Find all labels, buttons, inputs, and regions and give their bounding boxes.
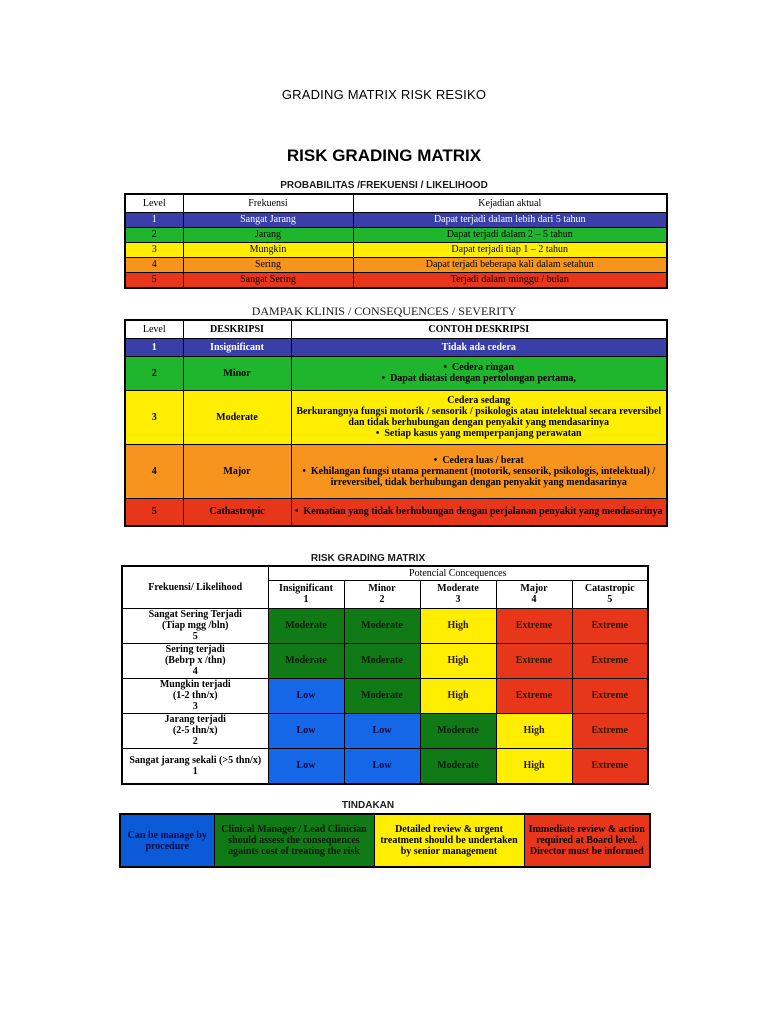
likelihood-actual: Dapat terjadi dalam lebih dari 5 tahun (353, 213, 667, 228)
likelihood-level: 5 (125, 273, 183, 289)
severity-examples (291, 444, 667, 498)
likelihood-actual: Dapat terjadi tiap 1 – 2 tahun (353, 243, 667, 258)
likelihood-frekuensi: Sangat Sering (183, 273, 353, 289)
severity-header-row (125, 320, 667, 338)
matrix-cell-high: High (420, 608, 496, 643)
actions-row (120, 814, 650, 867)
matrix-col-header: Minor 2 (344, 580, 420, 608)
matrix-body (122, 608, 648, 784)
likelihood-actual: Dapat terjadi dalam 2 – 5 tahun (353, 228, 667, 243)
likelihood-header-row (125, 194, 667, 213)
matrix-row (122, 678, 648, 713)
matrix-row-label: Sangat Sering Terjadi (Tiap mgg /bln) 5 (122, 608, 268, 643)
likelihood-row (125, 273, 667, 289)
severity-example: • Kematian yang tidak berhubungan dengan perjalanan penyakit yang mendasarinya (294, 506, 665, 517)
action-high: Detailed review & urgent treatment should be undertaken by senior management (374, 814, 524, 867)
severity-row (125, 338, 667, 356)
matrix-cell-moderate: Moderate (420, 748, 496, 784)
severity-level: 5 (125, 498, 183, 526)
matrix-cell-extreme: Extreme (572, 748, 648, 784)
header-frekuensi: Frekuensi (183, 194, 353, 213)
severity-desc: Cathastropic (183, 498, 291, 526)
risk-matrix-table (121, 565, 649, 785)
matrix-col-header: Moderate 3 (420, 580, 496, 608)
matrix-row (122, 608, 648, 643)
severity-level: 2 (125, 356, 183, 390)
matrix-cell-extreme: Extreme (572, 608, 648, 643)
matrix-row-label: Sangat jarang sekali (>5 thn/x) 1 (122, 748, 268, 784)
severity-level: 1 (125, 338, 183, 356)
header-contoh: CONTOH DESKRIPSI (291, 320, 667, 338)
matrix-cell-moderate: Moderate (344, 643, 420, 678)
matrix-cell-low: Low (268, 748, 344, 784)
severity-example: • Dapat diatasi dengan pertolongan pertama, (294, 373, 665, 384)
likelihood-frekuensi: Sering (183, 258, 353, 273)
severity-row (125, 356, 667, 390)
severity-desc: Insignificant (183, 338, 291, 356)
likelihood-row (125, 228, 667, 243)
likelihood-level: 3 (125, 243, 183, 258)
severity-row (125, 498, 667, 526)
matrix-cell-low: Low (344, 748, 420, 784)
severity-example: • Cedera ringan (294, 362, 665, 373)
matrix-cell-moderate: Moderate (344, 678, 420, 713)
likelihood-level: 4 (125, 258, 183, 273)
matrix-section-title: RISK GRADING MATRIX (310, 553, 426, 564)
severity-examples (291, 356, 667, 390)
severity-desc: Minor (183, 356, 291, 390)
action-extreme: Immediate review & action required at Board level. Director must be informed (524, 814, 650, 867)
likelihood-row (125, 213, 667, 228)
matrix-group-header: Potencial Concequences (268, 566, 648, 580)
likelihood-actual: Dapat terjadi beberapa kali dalam setahun (353, 258, 667, 273)
severity-examples (291, 498, 667, 526)
matrix-cell-moderate: Moderate (268, 643, 344, 678)
matrix-cell-high: High (496, 748, 572, 784)
severity-table (124, 319, 668, 527)
severity-example: Cedera sedang (447, 395, 511, 406)
severity-level: 3 (125, 390, 183, 444)
actions-section-title: TINDAKAN (341, 800, 395, 811)
likelihood-frekuensi: Mungkin (183, 243, 353, 258)
matrix-row-label: Mungkin terjadi (1-2 thn/x) 3 (122, 678, 268, 713)
document-title: GRADING MATRIX RISK RESIKO (281, 87, 487, 102)
severity-example: • Kehilangan fungsi utama permanent (motorik, sensorik, psikologis, intelektual) / irreversibel, tidak berhubungan dengan penyakit yang mendasarinya (294, 466, 665, 488)
severity-row (125, 390, 667, 444)
matrix-row-label: Sering terjadi (Bebrp x /thn) 4 (122, 643, 268, 678)
matrix-col-header: Major 4 (496, 580, 572, 608)
likelihood-frekuensi: Jarang (183, 228, 353, 243)
matrix-cell-high: High (420, 643, 496, 678)
matrix-cell-extreme: Extreme (572, 678, 648, 713)
severity-examples: Tidak ada cedera (291, 338, 667, 356)
severity-example: • Setiap kasus yang memperpanjang perawatan (294, 428, 665, 439)
matrix-corner-label: Frekuensi/ Likelihood (122, 566, 268, 608)
severity-example: • Cedera luas / berat (294, 455, 665, 466)
matrix-cell-moderate: Moderate (344, 608, 420, 643)
likelihood-level: 1 (125, 213, 183, 228)
matrix-col-header: Insignificant 1 (268, 580, 344, 608)
risk-grading-matrix-title: RISK GRADING MATRIX (286, 146, 482, 165)
severity-level: 4 (125, 444, 183, 498)
actions-table (119, 813, 651, 868)
matrix-group-header-row (122, 566, 648, 580)
matrix-cell-extreme: Extreme (496, 643, 572, 678)
matrix-cell-moderate: Moderate (420, 713, 496, 748)
matrix-cell-high: High (496, 713, 572, 748)
matrix-cell-high: High (420, 678, 496, 713)
matrix-row (122, 748, 648, 784)
matrix-row (122, 713, 648, 748)
header-level: Level (125, 194, 183, 213)
likelihood-level: 2 (125, 228, 183, 243)
likelihood-frekuensi: Sangat Jarang (183, 213, 353, 228)
severity-row (125, 444, 667, 498)
matrix-cell-moderate: Moderate (268, 608, 344, 643)
matrix-cell-extreme: Extreme (496, 608, 572, 643)
severity-section-title: DAMPAK KLINIS / CONSEQUENCES / SEVERITY (251, 304, 517, 318)
header-level: Level (125, 320, 183, 338)
matrix-cell-low: Low (268, 678, 344, 713)
matrix-row-label: Jarang terjadi (2-5 thn/x) 2 (122, 713, 268, 748)
matrix-cell-extreme: Extreme (572, 643, 648, 678)
matrix-cell-low: Low (268, 713, 344, 748)
matrix-row (122, 643, 648, 678)
likelihood-row (125, 258, 667, 273)
action-moderate: Clinical Manager / Lead Clinician should assess the consequences againts cost of treating the risk (214, 814, 374, 867)
matrix-cell-low: Low (344, 713, 420, 748)
severity-desc: Moderate (183, 390, 291, 444)
likelihood-row (125, 243, 667, 258)
likelihood-table (124, 193, 668, 289)
header-kejadian: Kejadian aktual (353, 194, 667, 213)
severity-examples (291, 390, 667, 444)
severity-example: Berkurangnya fungsi motorik / sensorik / psikologis atau intelektual secara reversibel dan tidak berhubungan dengan penyakit yang mendasarinya (296, 406, 662, 428)
matrix-cell-extreme: Extreme (572, 713, 648, 748)
likelihood-actual: Terjadi dalam minggu / bulan (353, 273, 667, 289)
severity-desc: Major (183, 444, 291, 498)
matrix-cell-extreme: Extreme (496, 678, 572, 713)
action-low: Can be manage by procedure (120, 814, 214, 867)
header-deskripsi: DESKRIPSI (183, 320, 291, 338)
matrix-col-header: Catastropic 5 (572, 580, 648, 608)
likelihood-section-title: PROBABILITAS /FREKUENSI / LIKELIHOOD (280, 180, 488, 191)
